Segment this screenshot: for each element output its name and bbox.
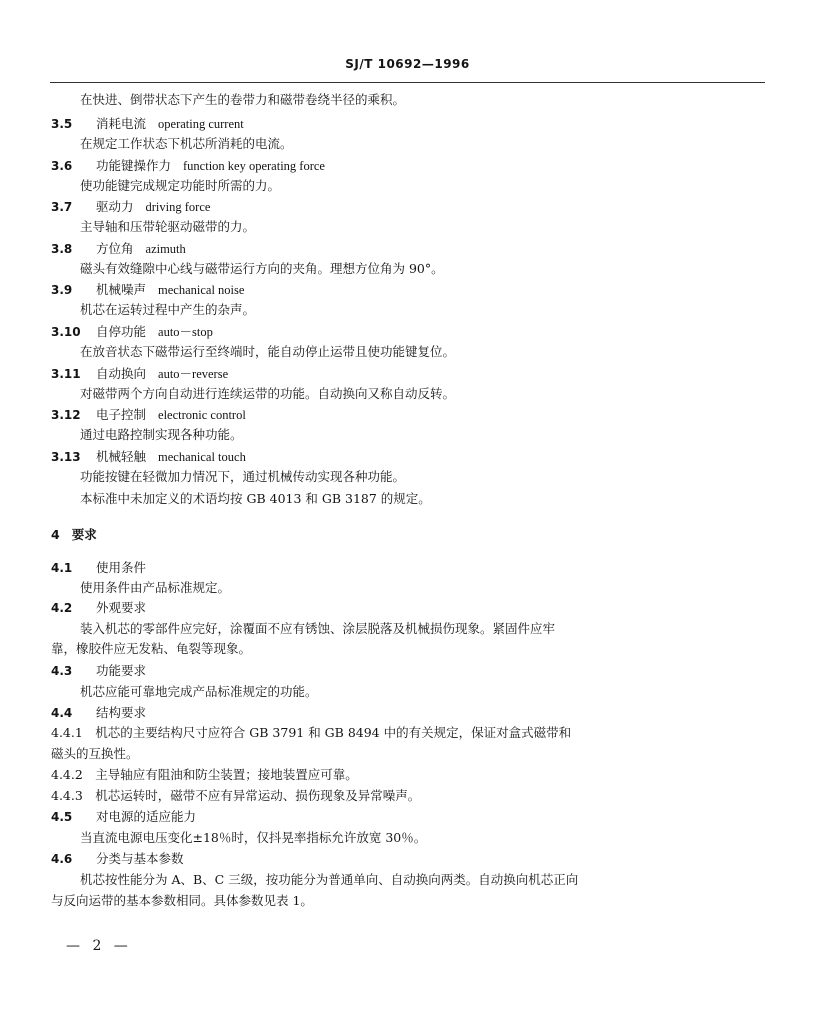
clause-title: 外观要求 bbox=[96, 600, 147, 615]
term-description: 磁头有效缝隙中心线与磁带运行方向的夹角。理想方位角为 90°。 bbox=[80, 261, 444, 276]
clause-desc-line: 机芯按性能分为 A、B、C 三级，按功能分为普通单向、自动换向两类。自动换向机芯正向 bbox=[80, 872, 579, 887]
term-title bbox=[96, 199, 210, 215]
term-description: 对磁带两个方向自动进行连续运带的功能。自动换向又称自动反转。 bbox=[80, 386, 456, 401]
intro-line: 在快进、倒带状态下产生的卷带力和磁带卷绕半径的乘积。 bbox=[80, 92, 406, 107]
page-header-code: SJ/T 10692—1996 bbox=[345, 57, 470, 71]
term-number: 3.8 bbox=[51, 242, 73, 256]
term-chinese: 消耗电流 bbox=[96, 116, 147, 131]
term-description: 机芯在运转过程中产生的杂声。 bbox=[80, 302, 256, 317]
clause-desc-line: 与反向运带的基本参数相同。具体参数见表 1。 bbox=[51, 893, 313, 908]
subclause-line: 4.4.3 机芯运转时，磁带不应有异常运动、损伤现象及异常噪声。 bbox=[51, 788, 421, 803]
clause-title: 分类与基本参数 bbox=[96, 851, 184, 866]
term-english: mechanical noise bbox=[158, 283, 245, 297]
clause-desc-line: 装入机芯的零部件应完好，涂覆面不应有锈蚀、涂层脱落及机械损伤现象。紧固件应牢 bbox=[80, 621, 556, 636]
term-english: function key operating force bbox=[183, 159, 325, 173]
term-number: 3.10 bbox=[51, 325, 81, 339]
section-title: 要求 bbox=[71, 527, 97, 542]
term-title bbox=[96, 449, 246, 465]
term-english: auto－reverse bbox=[158, 367, 229, 381]
term-title bbox=[96, 241, 186, 257]
term-description: 在规定工作状态下机芯所消耗的电流。 bbox=[80, 136, 293, 151]
term-description: 使功能键完成规定功能时所需的力。 bbox=[80, 178, 281, 193]
term-english: electronic control bbox=[158, 408, 246, 422]
term-number: 3.6 bbox=[51, 159, 73, 173]
term-chinese: 机械轻触 bbox=[96, 449, 147, 464]
clause-desc-line: 靠，橡胶件应无发粘、龟裂等现象。 bbox=[51, 641, 252, 656]
term-number: 3.5 bbox=[51, 117, 73, 131]
term-description: 通过电路控制实现各种功能。 bbox=[80, 427, 243, 442]
term-title bbox=[96, 366, 228, 382]
clause-desc: 当直流电源电压变化±18％时，仅抖晃率指标允许放宽 30％。 bbox=[80, 830, 427, 845]
term-number: 3.11 bbox=[51, 367, 81, 381]
clause-title: 对电源的适应能力 bbox=[96, 809, 197, 824]
clause-number: 4.2 bbox=[51, 601, 73, 615]
term-chinese: 自停功能 bbox=[96, 324, 147, 339]
clause-number: 4.6 bbox=[51, 852, 73, 866]
clause-desc: 使用条件由产品标准规定。 bbox=[80, 580, 231, 595]
term-title bbox=[96, 324, 213, 340]
term-english: operating current bbox=[158, 117, 244, 131]
term-english: azimuth bbox=[145, 242, 186, 256]
clause-number: 4.4 bbox=[51, 706, 73, 720]
clause-title: 功能要求 bbox=[96, 663, 147, 678]
term-title bbox=[96, 282, 244, 298]
term-chinese: 机械噪声 bbox=[96, 282, 147, 297]
clause-number: 4.5 bbox=[51, 810, 73, 824]
term-description: 主导轴和压带轮驱动磁带的力。 bbox=[80, 219, 256, 234]
section-4-heading bbox=[51, 527, 97, 543]
term-english: mechanical touch bbox=[158, 450, 246, 464]
term-number: 3.9 bbox=[51, 283, 73, 297]
term-chinese: 自动换向 bbox=[96, 366, 147, 381]
header-rule bbox=[50, 82, 765, 83]
term-title bbox=[96, 116, 244, 132]
term-chinese: 功能键操作力 bbox=[96, 158, 172, 173]
term-english: auto－stop bbox=[158, 325, 213, 339]
terms-note: 本标准中未加定义的术语均按 GB 4013 和 GB 3187 的规定。 bbox=[80, 491, 431, 506]
clause-desc: 机芯应能可靠地完成产品标准规定的功能。 bbox=[80, 684, 318, 699]
term-title bbox=[96, 158, 325, 174]
section-number: 4 bbox=[51, 527, 60, 542]
term-title bbox=[96, 407, 246, 423]
term-chinese: 方位角 bbox=[96, 241, 134, 256]
page-number: — 2 — bbox=[66, 938, 132, 954]
term-chinese: 电子控制 bbox=[96, 407, 147, 422]
clause-title: 结构要求 bbox=[96, 705, 147, 720]
clause-number: 4.1 bbox=[51, 561, 73, 575]
term-number: 3.12 bbox=[51, 408, 81, 422]
term-number: 3.13 bbox=[51, 450, 81, 464]
term-chinese: 驱动力 bbox=[96, 199, 134, 214]
term-english: driving force bbox=[145, 200, 211, 214]
subclause-line: 磁头的互换性。 bbox=[51, 746, 139, 761]
term-number: 3.7 bbox=[51, 200, 73, 214]
clause-number: 4.3 bbox=[51, 664, 73, 678]
subclause-line: 4.4.2 主导轴应有阻油和防尘装置；接地装置应可靠。 bbox=[51, 767, 358, 782]
term-description: 功能按键在轻微加力情况下，通过机械传动实现各种功能。 bbox=[80, 469, 406, 484]
subclause-line: 4.4.1 机芯的主要结构尺寸应符合 GB 3791 和 GB 8494 中的有关规定，保证对盒式磁带和 bbox=[51, 725, 572, 740]
term-description: 在放音状态下磁带运行至终端时，能自动停止运带且使功能键复位。 bbox=[80, 344, 456, 359]
clause-title: 使用条件 bbox=[96, 560, 147, 575]
